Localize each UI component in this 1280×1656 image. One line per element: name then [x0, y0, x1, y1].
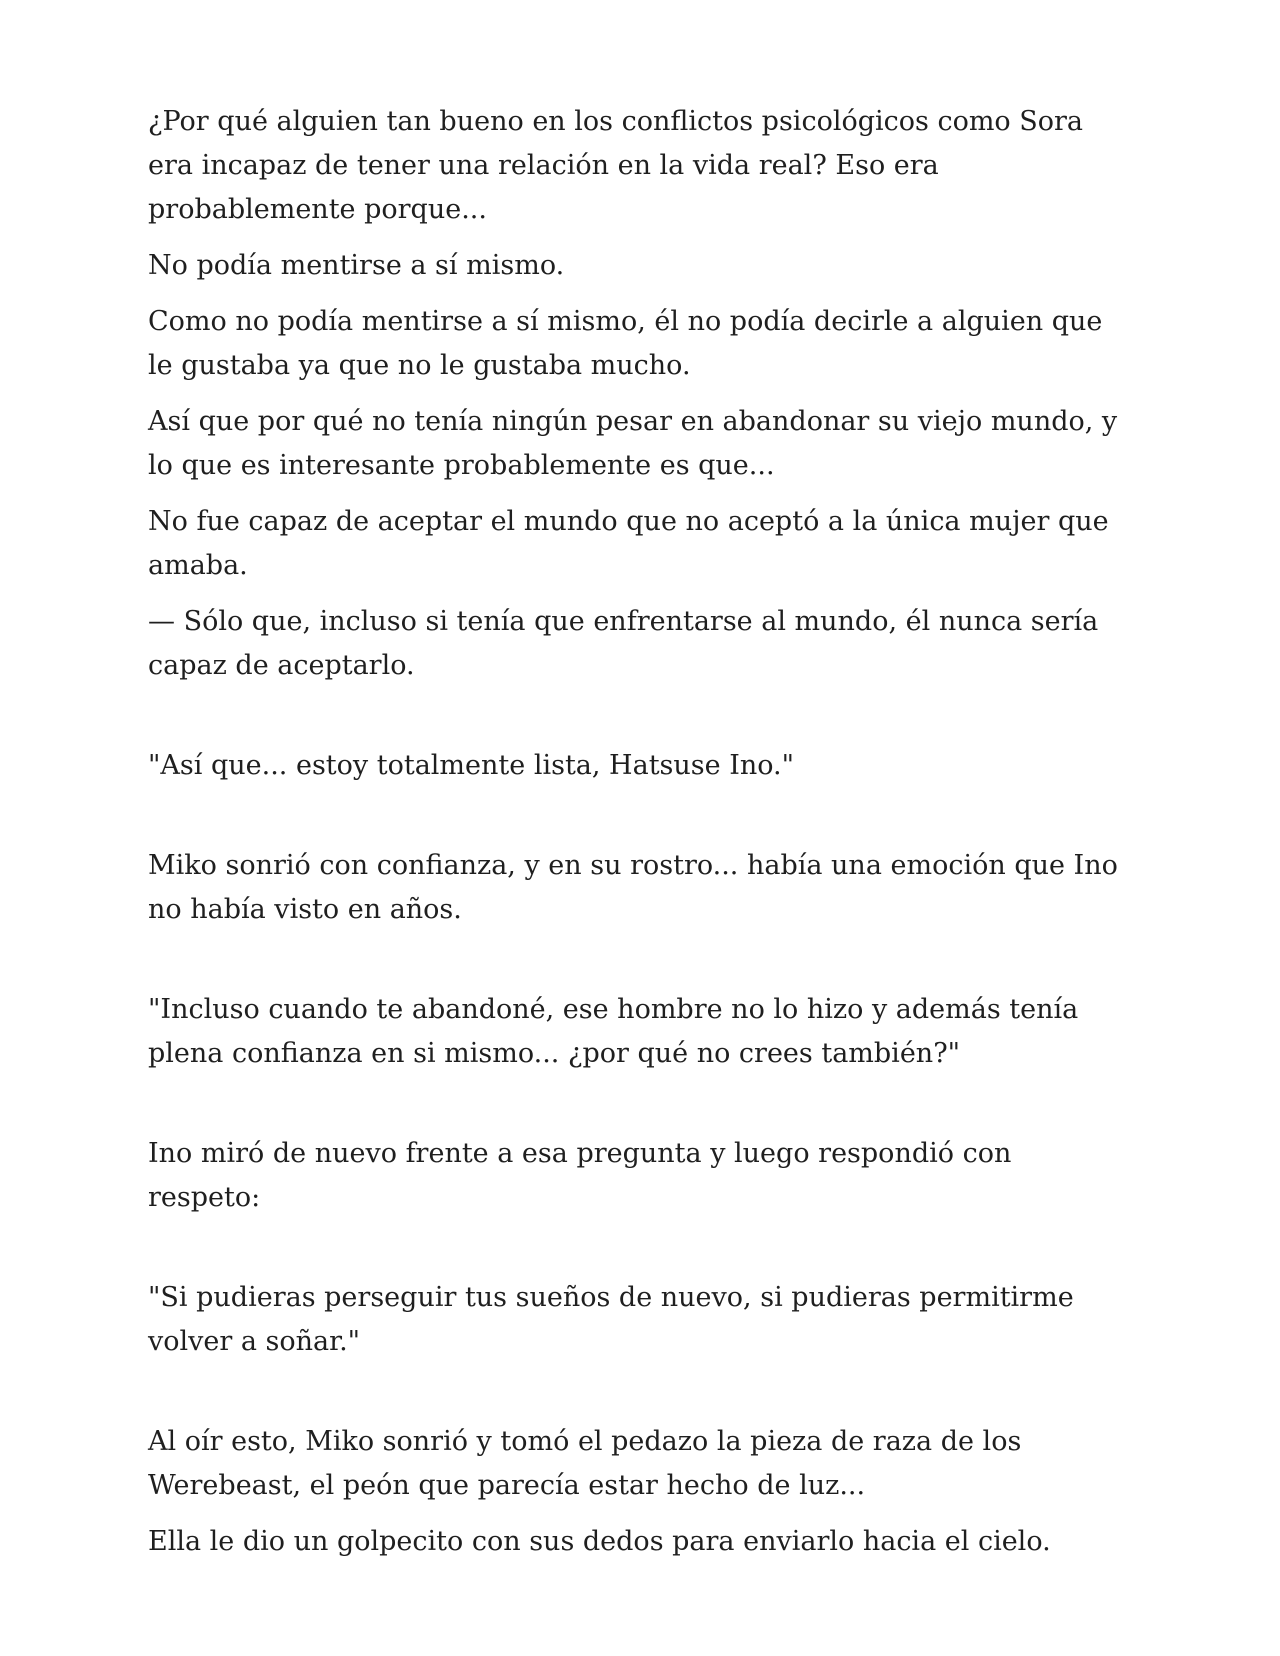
paragraph-11: "Si pudieras perseguir tus sueños de nuevo, si pudieras permitirme volver a soñar.": [148, 1282, 1074, 1357]
paragraph-3: Como no podía mentirse a sí mismo, él no podía decirle a alguien que le gustaba ya que no le gustaba mucho.: [148, 306, 1103, 381]
paragraph-6: — Sólo que, incluso si tenía que enfrentarse al mundo, él nunca sería capaz de aceptarlo.: [148, 606, 1099, 681]
paragraph-7: "Así que... estoy totalmente lista, Hatsuse Ino.": [148, 750, 795, 781]
paragraph-2: No podía mentirse a sí mismo.: [148, 250, 565, 281]
body-text: [148, 100, 1128, 1564]
paragraph-13: Ella le dio un golpecito con sus dedos para enviarlo hacia el cielo.: [148, 1526, 1051, 1557]
paragraph-8: Miko sonrió con confianza, y en su rostro... había una emoción que Ino no había visto en años.: [148, 850, 1118, 925]
paragraph-12: Al oír esto, Miko sonrió y tomó el pedazo la pieza de raza de los Werebeast, el peón que parecía estar hecho de luz...: [148, 1426, 1022, 1501]
paragraph-4: Así que por qué no tenía ningún pesar en abandonar su viejo mundo, y lo que es interesante probablemente es que...: [148, 406, 1118, 481]
paragraph-9: "Incluso cuando te abandoné, ese hombre no lo hizo y además tenía plena confianza en si mismo... ¿por qué no crees también?": [148, 994, 1079, 1069]
paragraph-10: Ino miró de nuevo frente a esa pregunta y luego respondió con respeto:: [148, 1138, 1012, 1213]
paragraph-1: ¿Por qué alguien tan bueno en los conflictos psicológicos como Sora era incapaz de tener una relación en la vida real? Eso era probablemente porque...: [148, 106, 1084, 225]
paragraph-5: No fue capaz de aceptar el mundo que no aceptó a la única mujer que amaba.: [148, 506, 1109, 581]
